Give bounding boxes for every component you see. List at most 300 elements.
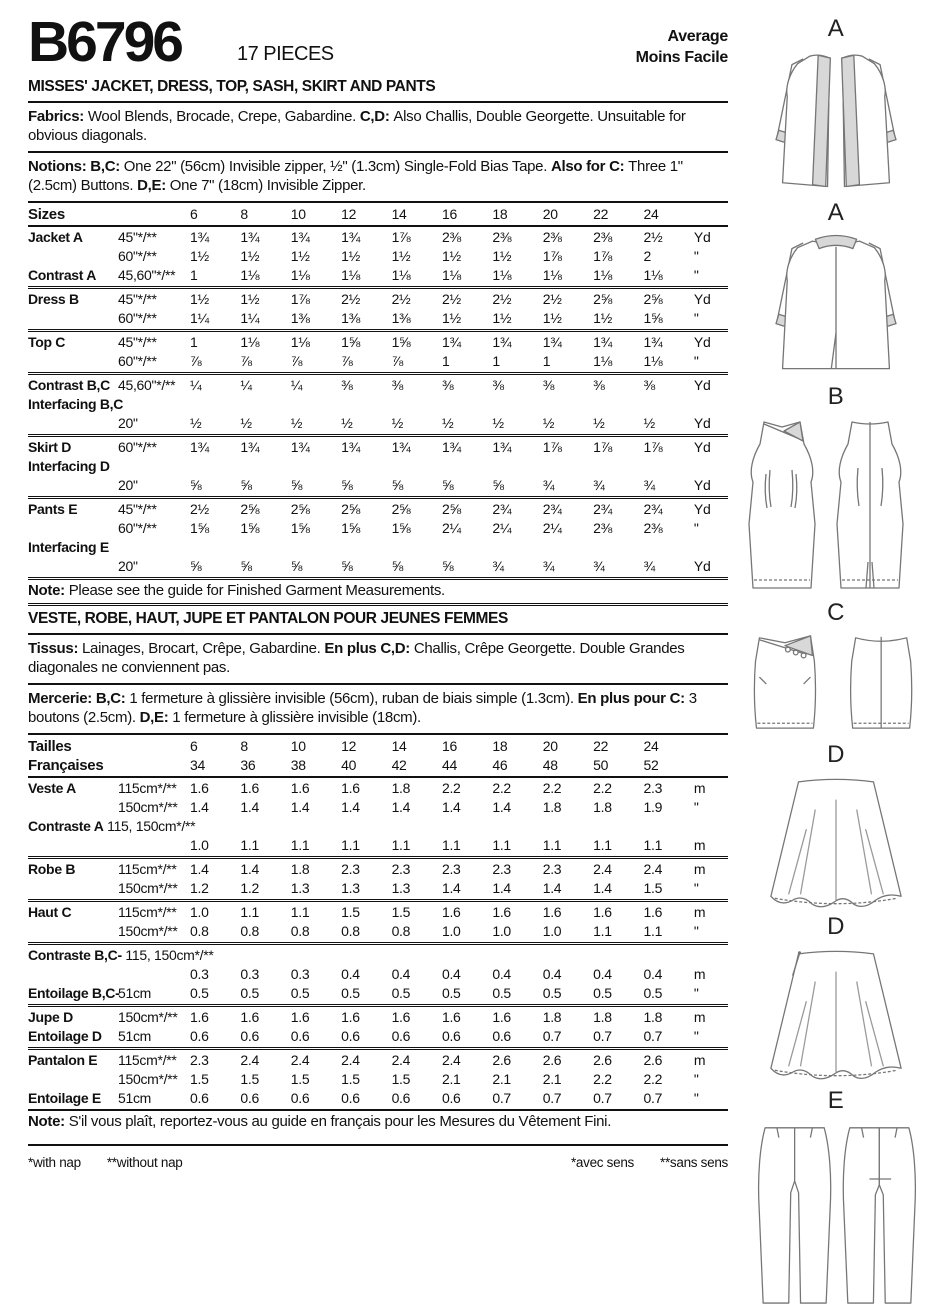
yardage-cell: 1⅜	[341, 310, 361, 326]
table-header-row	[28, 205, 728, 224]
yardage-cell: 1.6	[441, 1009, 461, 1025]
width-spec: 45"*/**	[118, 501, 157, 517]
size-header-cell: 20	[542, 738, 558, 754]
yardage-cell: 1½	[190, 291, 209, 307]
yardage-cell: 1⅛	[290, 267, 310, 283]
yardage-cell: 0.5	[593, 985, 612, 1001]
yardage-cell: ½	[240, 415, 252, 431]
table-row	[28, 500, 728, 519]
yardage-cell: 0.3	[190, 966, 209, 982]
unit-cell: Yd	[693, 377, 711, 393]
footnotes	[28, 1144, 728, 1170]
bold-text-segment: Note:	[28, 582, 69, 599]
yardage-cell: 0.3	[240, 966, 259, 982]
yardage-cell: 1.8	[542, 799, 562, 815]
unit-cell: m	[693, 780, 706, 796]
table-row	[28, 519, 728, 538]
pattern-number: B6796	[28, 10, 181, 74]
yardage-cell: ⅜	[341, 377, 353, 393]
yardage-cell: 1⅛	[643, 267, 663, 283]
unit-cell: "	[693, 985, 699, 1001]
yardage-cell: ¾	[542, 558, 555, 574]
yardage-cell: 1.4	[441, 880, 461, 896]
yardage-cell: 0.7	[593, 1090, 612, 1106]
row-label: Jupe D	[28, 1009, 73, 1025]
yardage-cell: 2.2	[542, 780, 562, 796]
text-segment: Lainages, Brocart, Crêpe, Gabardine.	[82, 640, 325, 657]
footnote-without-nap: **without nap	[106, 1155, 183, 1170]
yardage-cell: 0.7	[593, 1028, 612, 1044]
yardage-cell: 1.6	[643, 904, 663, 920]
yardage-cell: 1.8	[643, 1009, 663, 1025]
yardage-cell: 1.1	[391, 837, 411, 853]
width-spec: 45"*/**	[118, 334, 157, 350]
header-label: Tailles	[28, 738, 72, 755]
table-row	[28, 836, 728, 855]
row-label: Veste A	[28, 780, 76, 796]
yardage-cell: 1⅞	[542, 439, 562, 455]
figure-skirt-back	[740, 914, 932, 1090]
footnote-avec-sens: *avec sens	[570, 1155, 634, 1170]
yardage-cell: ⅞	[290, 353, 303, 369]
yardage-cell: 0.6	[441, 1090, 461, 1106]
yardage-cell: 1.4	[492, 799, 511, 815]
unit-cell: Yd	[693, 291, 711, 307]
yardage-cell: 1.6	[542, 904, 562, 920]
yardage-cell: 2⅝	[341, 501, 361, 517]
yardage-cell: 2¼	[492, 520, 512, 536]
header	[28, 10, 728, 74]
yardage-cell: 0.6	[391, 1090, 411, 1106]
row-label-span	[28, 946, 694, 965]
unit-cell: m	[693, 861, 706, 877]
yardage-cell: 1⅝	[341, 520, 361, 536]
yardage-cell: 0.7	[542, 1090, 562, 1106]
size-header-cell: 48	[542, 757, 558, 773]
table-row	[28, 395, 728, 414]
illustration-column	[740, 0, 932, 1311]
figure-label-c: C	[827, 599, 845, 626]
size-header-cell: 18	[492, 206, 508, 222]
yardage-cell: ½	[542, 415, 555, 431]
yardage-cell: ¾	[643, 477, 655, 493]
bold-text-segment: En plus pour C:	[577, 690, 689, 707]
width-spec: 150cm*/**	[118, 880, 178, 896]
yardage-cell: 2⅝	[593, 291, 612, 307]
yardage-cell: ¾	[593, 558, 605, 574]
yardage-cell: 1½	[240, 291, 260, 307]
yardage-cell: 2.6	[542, 1052, 562, 1068]
yardage-cell: 0.8	[290, 923, 310, 939]
yardage-cell: 0.4	[341, 966, 360, 982]
yardage-cell: 2⅜	[492, 229, 512, 245]
jacket-back-illustration	[751, 228, 921, 378]
yardage-cell: 1.0	[441, 923, 461, 939]
width-spec: 115, 150cm*/**	[121, 947, 214, 963]
unit-cell: m	[693, 837, 706, 853]
size-header-cell: 12	[341, 738, 357, 754]
yardage-cell: 2½	[542, 291, 562, 307]
yardage-cell: 0.5	[441, 985, 461, 1001]
yardage-cell: 1.4	[341, 799, 360, 815]
yardage-cell: 1¾	[643, 334, 663, 350]
yardage-cell: 1.0	[542, 923, 562, 939]
yardage-cell: ⅜	[441, 377, 454, 393]
yardage-cell: 1.6	[492, 904, 511, 920]
yardage-cell: 1.1	[290, 837, 310, 853]
yardage-cell: 1⅛	[593, 267, 612, 283]
yardage-cell: 1¾	[290, 229, 310, 245]
yardage-cell: 0.4	[643, 966, 663, 982]
yardage-cell: 0.6	[341, 1090, 360, 1106]
yardage-cell: ½	[341, 415, 353, 431]
table-section	[28, 1007, 728, 1050]
row-label: Interfacing B,C	[28, 396, 124, 412]
yardage-cell: 2⅝	[391, 501, 411, 517]
yardage-cell: ½	[441, 415, 454, 431]
width-spec: 51cm	[118, 985, 152, 1001]
yardage-cell: 2⅝	[290, 501, 310, 517]
yardage-cell: 1	[441, 353, 450, 369]
bold-text-segment: D,E:	[139, 709, 173, 726]
yardage-cell: ⅝	[391, 477, 403, 493]
size-header-cell: 46	[492, 757, 508, 773]
yardage-cell: 1⅝	[643, 310, 663, 326]
yardage-cell: 1.5	[391, 1071, 411, 1087]
table-header-row	[28, 756, 728, 775]
size-header-cell: 24	[643, 738, 659, 754]
unit-cell: "	[693, 520, 699, 536]
text-segment: Wool Blends, Brocade, Crepe, Gabardine.	[87, 108, 360, 125]
yardage-cell: 1.3	[341, 880, 360, 896]
row-label: Dress B	[28, 291, 79, 307]
yardage-cell: 1½	[542, 310, 562, 326]
french-yardage-table	[28, 735, 728, 1111]
yardage-cell: 1¾	[190, 439, 209, 455]
yardage-cell: ⅜	[593, 377, 605, 393]
unit-cell: Yd	[693, 415, 711, 431]
yardage-cell: 1¾	[593, 334, 612, 350]
table-row	[28, 247, 728, 266]
yardage-cell: 1.5	[391, 904, 411, 920]
row-label-span	[28, 538, 694, 557]
yardage-cell: ⅝	[391, 558, 403, 574]
yardage-cell: 1.4	[290, 799, 310, 815]
row-label: Pants E	[28, 501, 78, 517]
figure-pants	[740, 1088, 932, 1308]
table-row	[28, 903, 728, 922]
yardage-cell: 1½	[492, 248, 512, 264]
yardage-cell: 1½	[240, 248, 260, 264]
yardage-cell: 1½	[441, 310, 461, 326]
width-spec: 150cm*/**	[118, 1071, 178, 1087]
yardage-cell: 1.0	[190, 837, 209, 853]
yardage-cell: 1.1	[341, 837, 360, 853]
bold-text-segment: Fabrics:	[28, 108, 88, 125]
yardage-cell: 2.4	[643, 861, 663, 877]
yardage-cell: 1¾	[341, 439, 361, 455]
unit-cell: m	[693, 904, 706, 920]
text-segment: S'il vous plaît, reportez-vous au guide en français pour les Mesures du Vêtement Fini.	[68, 1113, 612, 1130]
width-spec: 45"*/**	[118, 291, 157, 307]
yardage-cell: 1.0	[190, 904, 209, 920]
table-section	[28, 945, 728, 1007]
yardage-cell: 1.6	[441, 904, 461, 920]
yardage-cell: 0.4	[441, 966, 461, 982]
yardage-cell: 1⅜	[391, 310, 411, 326]
yardage-cell: 2	[643, 248, 652, 264]
yardage-cell: 0.5	[240, 985, 259, 1001]
yardage-cell: 2¾	[492, 501, 512, 517]
size-header-cell: 14	[391, 206, 407, 222]
yardage-cell: 2⅜	[643, 520, 663, 536]
table-row	[28, 1027, 728, 1046]
yardage-cell: 1¾	[441, 334, 461, 350]
yardage-cell: 1⅛	[492, 267, 512, 283]
yardage-cell: ¾	[542, 477, 555, 493]
text-segment: 1 fermeture à glissière invisible (56cm), ruban de biais simple (1.3cm).	[129, 690, 578, 707]
table-section	[28, 437, 728, 499]
width-spec: 60"*/**	[118, 439, 157, 455]
yardage-cell: 1.3	[290, 880, 310, 896]
figure-skirt-front	[740, 742, 932, 918]
text-segment: 1 fermeture à glissière invisible (18cm).	[172, 709, 421, 726]
yardage-cell: 1.1	[240, 904, 259, 920]
yardage-cell: 2.4	[240, 1052, 259, 1068]
yardage-cell: 2.4	[593, 861, 612, 877]
yardage-cell: 1.3	[391, 880, 411, 896]
size-header-cell: 8	[240, 738, 248, 754]
yardage-cell: 1¾	[391, 439, 411, 455]
yardage-cell: 0.3	[290, 966, 310, 982]
text-segment: 3 boutons (2.5cm).	[28, 690, 697, 726]
yardage-cell: 2¾	[542, 501, 562, 517]
table-row	[28, 538, 728, 557]
yardage-cell: 1.1	[441, 837, 461, 853]
yardage-cell: 0.4	[593, 966, 612, 982]
yardage-cell: ⅝	[290, 477, 303, 493]
yardage-cell: 2¾	[593, 501, 612, 517]
table-section	[28, 1050, 728, 1111]
width-spec: 60"*/**	[118, 248, 157, 264]
table-section	[28, 375, 728, 437]
table-row	[28, 946, 728, 965]
yardage-cell: 0.5	[492, 985, 511, 1001]
yardage-cell: 1.1	[492, 837, 511, 853]
table-row	[28, 228, 728, 247]
yardage-cell: 2⅜	[593, 520, 612, 536]
width-spec: 115cm*/**	[118, 780, 177, 796]
yardage-cell: ⅜	[492, 377, 504, 393]
yardage-cell: 1¾	[341, 229, 361, 245]
yardage-cell: 1.4	[492, 880, 511, 896]
yardage-cell: 0.6	[190, 1090, 209, 1106]
yardage-cell: 0.7	[643, 1090, 663, 1106]
yardage-cell: 1.6	[593, 904, 612, 920]
table-row	[28, 817, 728, 836]
skirt-back-illustration	[740, 942, 932, 1090]
figure-label-b: B	[827, 383, 845, 410]
yardage-cell: 2⅜	[441, 229, 461, 245]
width-spec: 115cm*/**	[118, 904, 177, 920]
yardage-cell: 1.1	[542, 837, 562, 853]
row-label-span	[28, 395, 694, 414]
figure-label-a-back: A	[827, 199, 845, 226]
size-header-cell: 36	[240, 757, 256, 773]
table-section	[28, 499, 728, 580]
row-label: Robe B	[28, 861, 76, 877]
yardage-cell: 1.8	[542, 1009, 562, 1025]
yardage-cell: ½	[190, 415, 202, 431]
yardage-cell: 1.1	[290, 904, 310, 920]
yardage-cell: 1¾	[441, 439, 461, 455]
yardage-cell: 1.6	[240, 780, 259, 796]
row-label: Interfacing D	[28, 458, 110, 474]
yardage-cell: 2.3	[492, 861, 511, 877]
table-section	[28, 859, 728, 902]
french-note	[28, 1111, 728, 1134]
yardage-cell: ⅜	[643, 377, 655, 393]
table-row	[28, 779, 728, 798]
yardage-cell: 1⅛	[240, 267, 260, 283]
yardage-cell: 2¼	[542, 520, 562, 536]
width-spec: 51cm	[118, 1028, 152, 1044]
yardage-cell: 1.1	[240, 837, 259, 853]
yardage-cell: 1.5	[643, 880, 663, 896]
yardage-cell: 1½	[190, 248, 209, 264]
yardage-cell: 1	[542, 353, 551, 369]
yardage-cell: 1¾	[542, 334, 562, 350]
garment-title: MISSES' JACKET, DRESS, TOP, SASH, SKIRT AND PANTS	[28, 78, 728, 103]
yardage-cell: 0.8	[341, 923, 360, 939]
yardage-cell: 1.1	[643, 923, 663, 939]
difficulty-french: Moins Facile	[635, 49, 728, 66]
row-label: Entoilage D	[28, 1028, 102, 1044]
yardage-cell: ¼	[190, 377, 202, 393]
size-header-cell: 38	[290, 757, 306, 773]
yardage-cell: 2.3	[542, 861, 562, 877]
yardage-cell: 1.4	[593, 880, 612, 896]
width-spec: 150cm*/**	[118, 1009, 178, 1025]
yardage-cell: 1.4	[240, 799, 259, 815]
yardage-cell: 0.6	[290, 1028, 310, 1044]
figure-top	[740, 600, 932, 736]
width-spec: 115, 150cm*/**	[103, 818, 196, 834]
yardage-cell: 0.4	[391, 966, 411, 982]
yardage-cell: 0.4	[542, 966, 562, 982]
unit-cell: Yd	[693, 477, 711, 493]
width-spec: 150cm*/**	[118, 799, 178, 815]
yardage-cell: ⅞	[190, 353, 202, 369]
size-header-cell: 16	[441, 206, 457, 222]
yardage-cell: 1.5	[290, 1071, 310, 1087]
yardage-cell: 1.6	[240, 1009, 259, 1025]
yardage-cell: ¾	[492, 558, 504, 574]
unit-cell: m	[693, 1009, 706, 1025]
yardage-cell: ¼	[240, 377, 252, 393]
header-label: Sizes	[28, 206, 65, 223]
dress-front-back-illustration	[740, 412, 932, 597]
footnote-sans-sens: **sans sens	[660, 1155, 728, 1170]
text-segment: Please see the guide for Finished Garment Measurements.	[68, 582, 445, 599]
figure-jacket-back	[740, 200, 932, 378]
yardage-cell: 2.4	[391, 1052, 411, 1068]
yardage-cell: ⅝	[441, 558, 454, 574]
yardage-cell: 1.4	[542, 880, 562, 896]
yardage-cell: 0.6	[341, 1028, 360, 1044]
yardage-cell: ½	[391, 415, 403, 431]
yardage-cell: 2⅜	[542, 229, 562, 245]
yardage-cell: ¾	[593, 477, 605, 493]
unit-cell: "	[693, 267, 699, 283]
size-header-cell: 22	[593, 738, 609, 754]
yardage-cell: 2.3	[341, 861, 360, 877]
figure-jacket-front	[740, 16, 932, 194]
width-spec: 51cm	[118, 1090, 152, 1106]
yardage-cell: 2.3	[441, 861, 461, 877]
yardage-cell: 1.2	[240, 880, 259, 896]
yardage-cell: 2⅝	[240, 501, 260, 517]
figure-label-d-back: D	[827, 913, 845, 940]
yardage-cell: 1½	[492, 310, 512, 326]
yardage-cell: 1⅛	[290, 334, 310, 350]
row-label-span	[28, 457, 694, 476]
yardage-cell: 2⅝	[643, 291, 663, 307]
text-segment: Challis, Crêpe Georgette. Double Grandes diagonales ne conviennent pas.	[28, 640, 685, 676]
yardage-cell: 2½	[391, 291, 411, 307]
yardage-cell: 1½	[290, 248, 310, 264]
yardage-cell: 1¾	[240, 439, 260, 455]
yardage-cell: 1.5	[240, 1071, 259, 1087]
table-row	[28, 476, 728, 495]
table-row	[28, 1089, 728, 1108]
yardage-cell: 1.4	[190, 861, 209, 877]
yardage-cell: 1⅝	[341, 334, 361, 350]
table-row	[28, 438, 728, 457]
yardage-cell: 1½	[341, 248, 361, 264]
table-row	[28, 984, 728, 1003]
row-label: Pantalon E	[28, 1052, 98, 1068]
yardage-cell: 1	[492, 353, 500, 369]
yardage-cell: 0.6	[391, 1028, 411, 1044]
yardage-cell: 1⅞	[643, 439, 663, 455]
pants-front-back-illustration	[740, 1116, 932, 1308]
size-header-cell: 20	[542, 206, 558, 222]
yardage-cell: ⅝	[492, 477, 504, 493]
yardage-cell: 1.6	[391, 1009, 411, 1025]
bold-text-segment: Notions: B,C:	[28, 158, 124, 175]
size-header-cell: 52	[643, 757, 659, 773]
table-section	[28, 227, 728, 289]
yardage-cell: ⅝	[190, 558, 202, 574]
yardage-cell: 1.2	[190, 880, 209, 896]
unit-cell: "	[693, 248, 699, 264]
unit-cell: Yd	[693, 439, 711, 455]
yardage-cell: ½	[593, 415, 605, 431]
table-header	[28, 203, 728, 227]
size-header-cell: 16	[441, 738, 457, 754]
yardage-cell: ⅝	[240, 477, 252, 493]
yardage-cell: ¼	[290, 377, 303, 393]
table-row	[28, 922, 728, 941]
table-row	[28, 798, 728, 817]
row-label: Contraste A	[28, 818, 104, 834]
size-header-cell: 34	[190, 757, 205, 773]
yardage-cell: 2.4	[341, 1052, 360, 1068]
difficulty-english: Average	[667, 28, 728, 45]
yardage-cell: 1.6	[190, 1009, 209, 1025]
yardage-cell: 1.6	[341, 780, 360, 796]
